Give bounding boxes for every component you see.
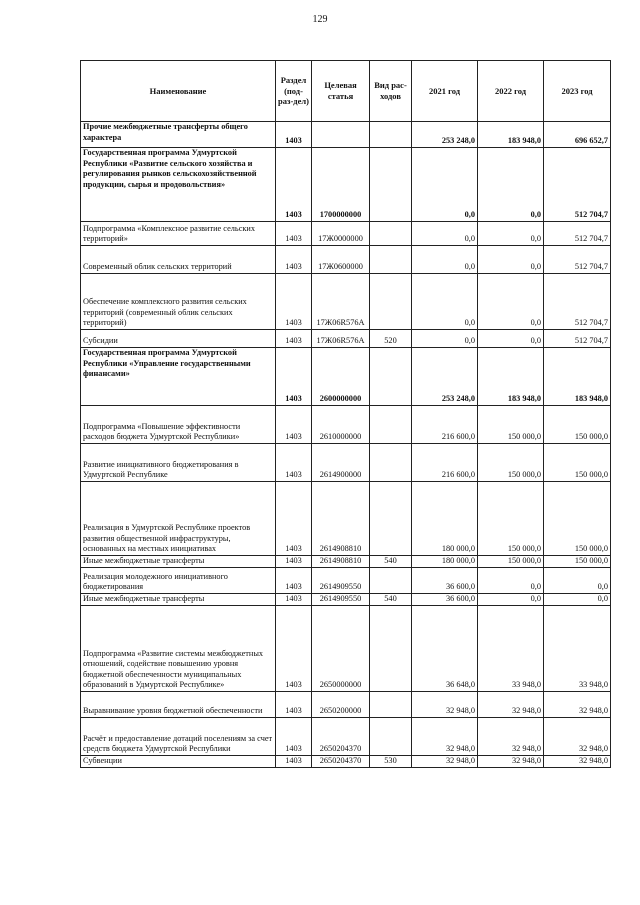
table-row: [81, 556, 611, 568]
row-section: 1403: [276, 148, 312, 222]
row-kind: [370, 222, 412, 246]
row-kind: 530: [370, 756, 412, 768]
row-article: 2650000000: [312, 606, 370, 692]
table-row: [81, 406, 611, 444]
header-2021: 2021 год: [412, 61, 478, 122]
row-2021: 0,0: [412, 274, 478, 330]
row-2023: 512 704,7: [544, 222, 611, 246]
row-kind: [370, 122, 412, 148]
header-name: Наименование: [81, 61, 276, 122]
row-article: 17Ж06R576А: [312, 274, 370, 330]
row-kind: [370, 348, 412, 406]
row-section: 1403: [276, 222, 312, 246]
row-2022: 0,0: [478, 148, 544, 222]
row-article: 2614900000: [312, 444, 370, 482]
row-kind: [370, 568, 412, 594]
row-name: Расчёт и предоставление дотаций поселениям за счет средств бюджета Удмуртской Республики: [81, 718, 276, 756]
row-2022: 32 948,0: [478, 718, 544, 756]
row-section: 1403: [276, 594, 312, 606]
row-kind: [370, 482, 412, 556]
header-2022: 2022 год: [478, 61, 544, 122]
row-name: Обеспечение комплексного развития сельских территорий (современный облик сельских территорий): [81, 274, 276, 330]
row-section: 1403: [276, 274, 312, 330]
row-article: 2600000000: [312, 348, 370, 406]
header-section: Раздел (под-раз-дел): [276, 61, 312, 122]
row-2023: 150 000,0: [544, 444, 611, 482]
row-2023: 150 000,0: [544, 406, 611, 444]
row-section: 1403: [276, 444, 312, 482]
row-kind: 520: [370, 330, 412, 348]
row-2021: 32 948,0: [412, 718, 478, 756]
row-article: 17Ж06R576А: [312, 330, 370, 348]
row-section: 1403: [276, 246, 312, 274]
row-kind: 540: [370, 556, 412, 568]
row-name: Современный облик сельских территорий: [81, 246, 276, 274]
table-row: [81, 594, 611, 606]
budget-table: [80, 60, 611, 768]
row-name: Подпрограмма «Развитие системы межбюджетных отношений, содействие повышению уровня бюджетной обеспеченности муниципальных образований в Удмуртской Республике»: [81, 606, 276, 692]
row-name: Реализация в Удмуртской Республике проектов развития общественной инфраструктуры, основанных на местных инициативах: [81, 482, 276, 556]
row-name: Субвенции: [81, 756, 276, 768]
row-2023: 512 704,7: [544, 330, 611, 348]
row-name: Реализация молодежного инициативного бюджетирования: [81, 568, 276, 594]
row-2022: 150 000,0: [478, 482, 544, 556]
table-row: [81, 444, 611, 482]
table-row: [81, 692, 611, 718]
row-2021: 32 948,0: [412, 756, 478, 768]
row-2022: 183 948,0: [478, 122, 544, 148]
row-kind: [370, 692, 412, 718]
header-article: Целевая статья: [312, 61, 370, 122]
row-kind: [370, 718, 412, 756]
row-article: 2650204370: [312, 718, 370, 756]
row-2023: 512 704,7: [544, 148, 611, 222]
table-row: [81, 606, 611, 692]
row-name: Выравнивание уровня бюджетной обеспеченности: [81, 692, 276, 718]
row-2022: 150 000,0: [478, 444, 544, 482]
row-name: Субсидии: [81, 330, 276, 348]
row-2022: 0,0: [478, 246, 544, 274]
row-name: Подпрограмма «Повышение эффективности расходов бюджета Удмуртской Республики»: [81, 406, 276, 444]
row-section: 1403: [276, 756, 312, 768]
row-article: 2610000000: [312, 406, 370, 444]
row-2021: 36 600,0: [412, 594, 478, 606]
row-name: Государственная программа Удмуртской Республики «Управление государственными финансами»: [81, 348, 276, 406]
row-2023: 32 948,0: [544, 756, 611, 768]
row-article: 2614909550: [312, 568, 370, 594]
row-2023: 0,0: [544, 568, 611, 594]
row-2021: 180 000,0: [412, 556, 478, 568]
row-section: 1403: [276, 556, 312, 568]
row-section: 1403: [276, 348, 312, 406]
row-2022: 33 948,0: [478, 606, 544, 692]
row-2021: 0,0: [412, 222, 478, 246]
row-section: 1403: [276, 606, 312, 692]
row-2023: 696 652,7: [544, 122, 611, 148]
row-2023: 0,0: [544, 594, 611, 606]
row-2022: 183 948,0: [478, 348, 544, 406]
row-2023: 150 000,0: [544, 556, 611, 568]
row-2021: 32 948,0: [412, 692, 478, 718]
row-2023: 512 704,7: [544, 274, 611, 330]
row-2022: 0,0: [478, 222, 544, 246]
row-2021: 216 600,0: [412, 444, 478, 482]
table-row: [81, 330, 611, 348]
row-section: 1403: [276, 718, 312, 756]
row-2022: 150 000,0: [478, 556, 544, 568]
row-name: Иные межбюджетные трансферты: [81, 556, 276, 568]
row-section: 1403: [276, 568, 312, 594]
row-section: 1403: [276, 122, 312, 148]
row-article: 17Ж0000000: [312, 222, 370, 246]
row-article: 2650204370: [312, 756, 370, 768]
table-row: [81, 222, 611, 246]
row-kind: [370, 606, 412, 692]
table-row: [81, 756, 611, 768]
row-2023: 183 948,0: [544, 348, 611, 406]
row-2022: 0,0: [478, 274, 544, 330]
table-row: [81, 246, 611, 274]
row-kind: [370, 148, 412, 222]
row-name: Иные межбюджетные трансферты: [81, 594, 276, 606]
row-article: 2614908810: [312, 556, 370, 568]
table-row: [81, 718, 611, 756]
table-row: [81, 122, 611, 148]
page-number: 129: [312, 14, 328, 25]
row-2021: 253 248,0: [412, 348, 478, 406]
row-name: Подпрограмма «Комплексное развитие сельских территорий»: [81, 222, 276, 246]
row-article: 17Ж0600000: [312, 246, 370, 274]
row-section: 1403: [276, 482, 312, 556]
row-article: 1700000000: [312, 148, 370, 222]
table-row: [81, 148, 611, 222]
row-2023: 33 948,0: [544, 606, 611, 692]
row-2023: 150 000,0: [544, 482, 611, 556]
row-section: 1403: [276, 330, 312, 348]
row-name: Прочие межбюджетные трансферты общего характера: [81, 122, 276, 148]
row-article: 2614909550: [312, 594, 370, 606]
row-article: [312, 122, 370, 148]
row-2022: 0,0: [478, 594, 544, 606]
row-2022: 150 000,0: [478, 406, 544, 444]
table-row: [81, 482, 611, 556]
row-2022: 32 948,0: [478, 756, 544, 768]
row-article: 2614908810: [312, 482, 370, 556]
row-kind: [370, 406, 412, 444]
table-header-row: [81, 61, 611, 122]
table-row: [81, 568, 611, 594]
row-2021: 216 600,0: [412, 406, 478, 444]
table-row: [81, 274, 611, 330]
table-body: [81, 122, 611, 768]
row-2021: 0,0: [412, 246, 478, 274]
row-name: Развитие инициативного бюджетирования в Удмуртской Республике: [81, 444, 276, 482]
row-2023: 32 948,0: [544, 692, 611, 718]
table-row: [81, 348, 611, 406]
row-name: Государственная программа Удмуртской Республики «Развитие сельского хозяйства и регулирования рынков сельскохозяйственной продукции, сырья и продовольствия»: [81, 148, 276, 222]
row-2023: 32 948,0: [544, 718, 611, 756]
row-2022: 0,0: [478, 330, 544, 348]
row-2021: 180 000,0: [412, 482, 478, 556]
row-section: 1403: [276, 406, 312, 444]
row-2022: 32 948,0: [478, 692, 544, 718]
row-article: 2650200000: [312, 692, 370, 718]
row-2023: 512 704,7: [544, 246, 611, 274]
row-section: 1403: [276, 692, 312, 718]
row-2022: 0,0: [478, 568, 544, 594]
row-kind: 540: [370, 594, 412, 606]
row-2021: 0,0: [412, 330, 478, 348]
row-2021: 36 648,0: [412, 606, 478, 692]
row-kind: [370, 274, 412, 330]
row-2021: 36 600,0: [412, 568, 478, 594]
row-2021: 253 248,0: [412, 122, 478, 148]
row-kind: [370, 246, 412, 274]
row-2021: 0,0: [412, 148, 478, 222]
header-2023: 2023 год: [544, 61, 611, 122]
header-kind: Вид рас-ходов: [370, 61, 412, 122]
row-kind: [370, 444, 412, 482]
